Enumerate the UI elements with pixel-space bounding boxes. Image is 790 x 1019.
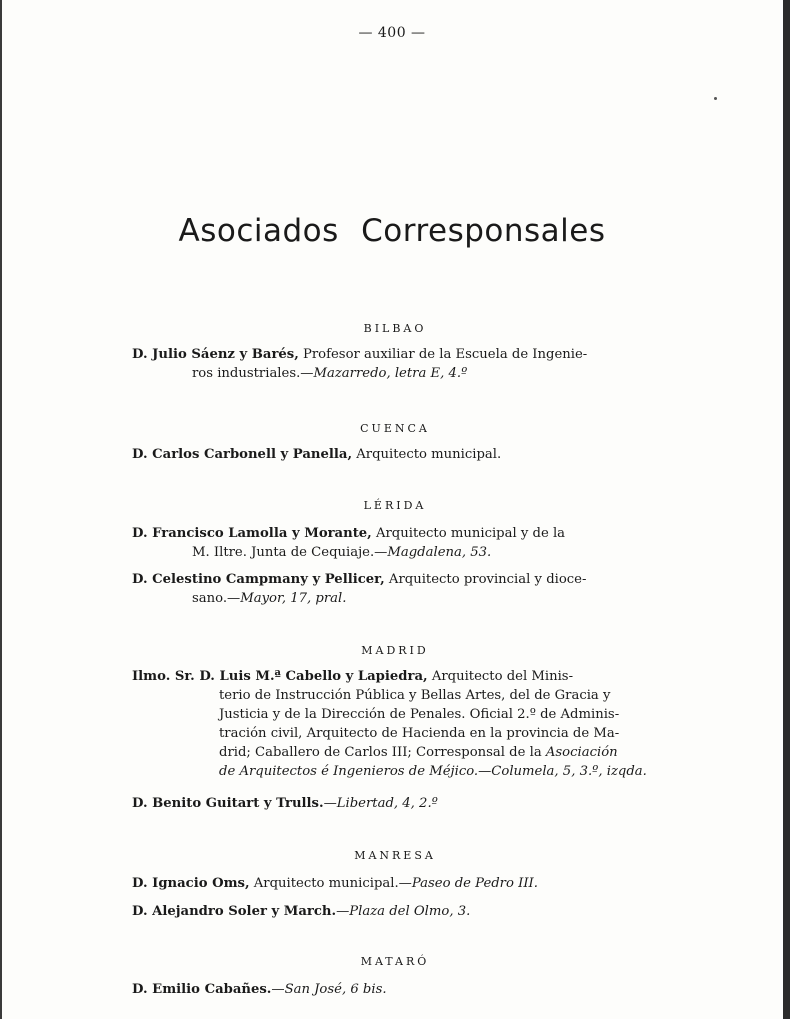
entry-name: Ilmo. Sr. D. Luis M.ª Cabello y Lapiedra,	[132, 669, 428, 684]
section-heading-manresa: MANRESA	[354, 849, 436, 862]
entry-address: Paseo de Pedro III.	[411, 876, 538, 891]
entry-carlos-carbonell	[132, 445, 659, 464]
entry-text: —	[271, 982, 285, 997]
entry-text: Arquitecto municipal y de la	[371, 526, 566, 541]
entry-name: D. Celestino Campmany y Pellicer,	[132, 572, 385, 587]
entry-continuation: Justicia y de la Dirección de Penales. Oficial 2.º de Adminis-	[219, 707, 620, 722]
section-heading-bilbao: BILBAO	[363, 322, 427, 335]
entry-italic-text: Asociación	[545, 745, 618, 760]
entry-continuation: tración civil, Arquitecto de Hacienda en la provincia de Ma-	[219, 726, 620, 741]
entry-name: D. Alejandro Soler y March.	[132, 904, 337, 919]
entry-continuation: terio de Instrucción Pública y Bellas Artes, del de Gracia y	[219, 688, 611, 703]
page-number: — 400 —	[358, 25, 426, 41]
entry-alejandro-soler	[132, 902, 659, 921]
section-heading-madrid: MADRID	[361, 644, 429, 657]
entry-benito-guitart	[132, 794, 659, 813]
entry-continuation	[132, 543, 659, 562]
entry-emilio-cabanes	[132, 980, 659, 999]
entry-celestino-campmany	[132, 570, 659, 608]
entry-text: sano.—	[192, 591, 241, 606]
entry-continuation	[132, 364, 659, 383]
entry-julio-saenz	[132, 345, 659, 383]
entry-address: Libertad, 4, 2.º	[336, 796, 438, 811]
entry-name: D. Julio Sáenz y Barés,	[132, 347, 299, 362]
section-heading-lerida: LÉRIDA	[363, 499, 427, 512]
entry-francisco-lamolla	[132, 524, 659, 562]
entry-text: —	[323, 796, 337, 811]
entry-address: Magdalena, 53.	[387, 545, 492, 560]
entry-luis-cabello	[132, 667, 659, 781]
entry-name: D. Benito Guitart y Trulls.	[132, 796, 324, 811]
entry-text: Arquitecto provincial y dioce-	[384, 572, 587, 587]
page-title: Asociados Corresponsales	[178, 213, 606, 249]
entry-name: D. Francisco Lamolla y Morante,	[132, 526, 372, 541]
section-heading-mataro: MATARÓ	[360, 955, 430, 968]
entry-text: Profesor auxiliar de la Escuela de Ingenie-	[298, 347, 588, 362]
entry-text: Arquitecto municipal.—	[249, 876, 412, 891]
entry-continuation	[132, 743, 659, 762]
entry-address: San José, 6 bis.	[284, 982, 387, 997]
entry-text: Arquitecto municipal.	[352, 447, 502, 462]
section-heading-cuenca: CUENCA	[360, 422, 430, 435]
entry-text: Arquitecto del Minis-	[427, 669, 574, 684]
entry-text: drid; Caballero de Carlos III; Corresponsal de la	[219, 745, 546, 760]
entry-ignacio-oms	[132, 874, 659, 893]
entry-address: Plaza del Olmo, 3.	[349, 904, 471, 919]
entry-name: D. Carlos Carbonell y Panella,	[132, 447, 353, 462]
entry-address: de Arquitectos é Ingenieros de Méjico.—Columela, 5, 3.º, izqda.	[219, 764, 647, 779]
entry-name: D. Emilio Cabañes.	[132, 982, 272, 997]
entry-name: D. Ignacio Oms,	[132, 876, 250, 891]
entry-address: Mazarredo, letra E, 4.º	[313, 366, 468, 381]
entry-address: Mayor, 17, pral.	[240, 591, 347, 606]
entry-continuation	[132, 589, 659, 608]
entry-text: M. Iltre. Junta de Cequiaje.—	[192, 545, 388, 560]
paper-speck	[714, 97, 717, 100]
entry-text: —	[336, 904, 350, 919]
entry-text: ros industriales.—	[192, 366, 314, 381]
